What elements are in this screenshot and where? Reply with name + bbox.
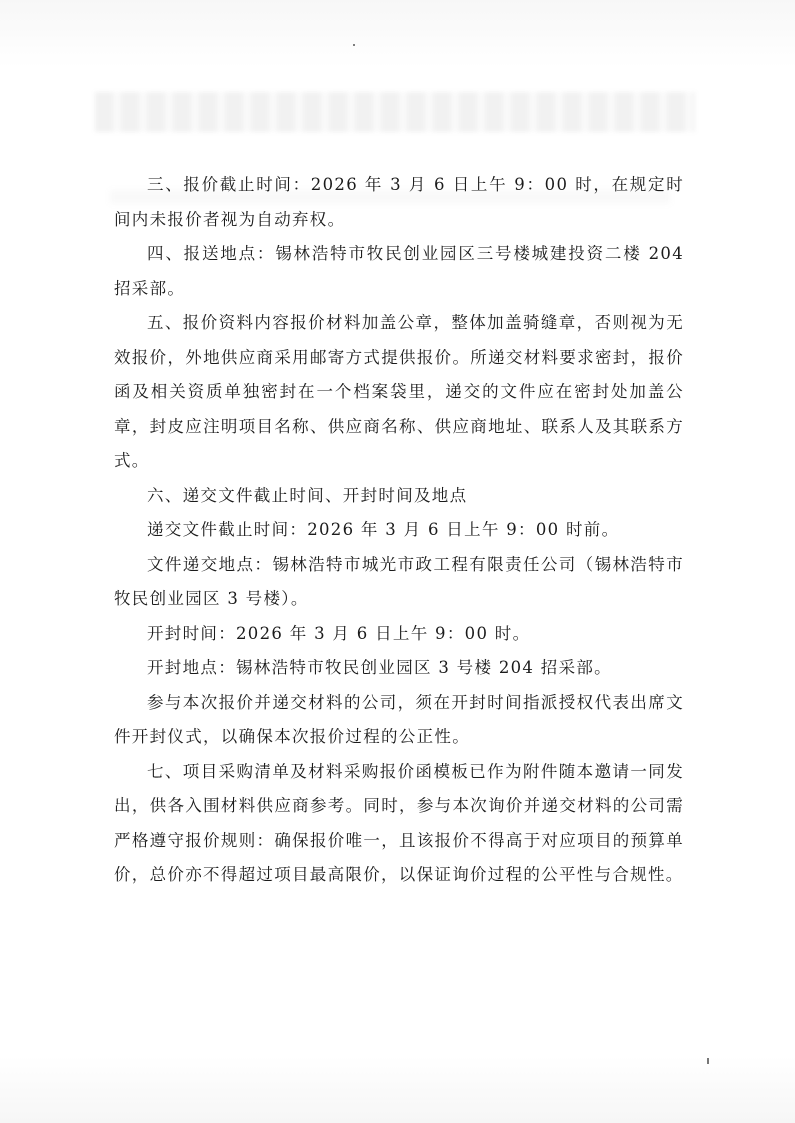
paragraph-section-seven: 七、项目采购清单及材料采购报价函模板已作为附件随本邀请一同发出，供各入围材料供应商参考。同时，参与本次询价并递交材料的公司需严格遵守报价规则：确保报价唯一，且该报价不得高于对应项目的预算单价，总价亦不得超过项目最高限价，以保证询价过程的公平性与合规性。 — [114, 761, 684, 884]
paragraph-attendance: 参与本次报价并递交材料的公司，须在开封时间指派授权代表出席文件开封仪式，以确保本次报价过程的公正性。 — [114, 692, 684, 746]
paragraph-submission-location: 文件递交地点：锡林浩特市城光市政工程有限责任公司（锡林浩特市牧民创业园区 3 号楼）。 — [114, 554, 684, 608]
paragraph-section-six-heading: 六、递交文件截止时间、开封时间及地点 — [147, 485, 468, 505]
paragraph-delivery-location: 四、报送地点：锡林浩特市牧民创业园区三号楼城建投资二楼 204 招采部。 — [114, 244, 684, 298]
paragraph-opening-time: 开封时间：2026 年 3 月 6 日上午 9：00 时。 — [147, 623, 531, 643]
paragraph-deadline: 三、报价截止时间：2026 年 3 月 6 日上午 9：00 时，在规定时间内未报价者视为自动弃权。 — [114, 175, 684, 229]
paragraph-opening-location: 开封地点：锡林浩特市牧民创业园区 3 号楼 204 招采部。 — [147, 658, 612, 677]
document-body — [114, 168, 684, 893]
bleed-through-header — [95, 92, 695, 132]
paragraph-submission-deadline: 递交文件截止时间：2026 年 3 月 6 日上午 9：00 时前。 — [147, 520, 620, 539]
scan-mark — [707, 1058, 709, 1064]
scan-speck — [353, 44, 355, 46]
paragraph-quote-materials: 五、报价资料内容报价材料加盖公章，整体加盖骑缝章，否则视为无效报价，外地供应商采用邮寄方式提供报价。所递交材料要求密封，报价函及相关资质单独密封在一个档案袋里，递交的文件应在密封处加盖公章，封皮应注明项目名称、供应商名称、供应商地址、联系人及其联系方式。 — [114, 313, 684, 470]
